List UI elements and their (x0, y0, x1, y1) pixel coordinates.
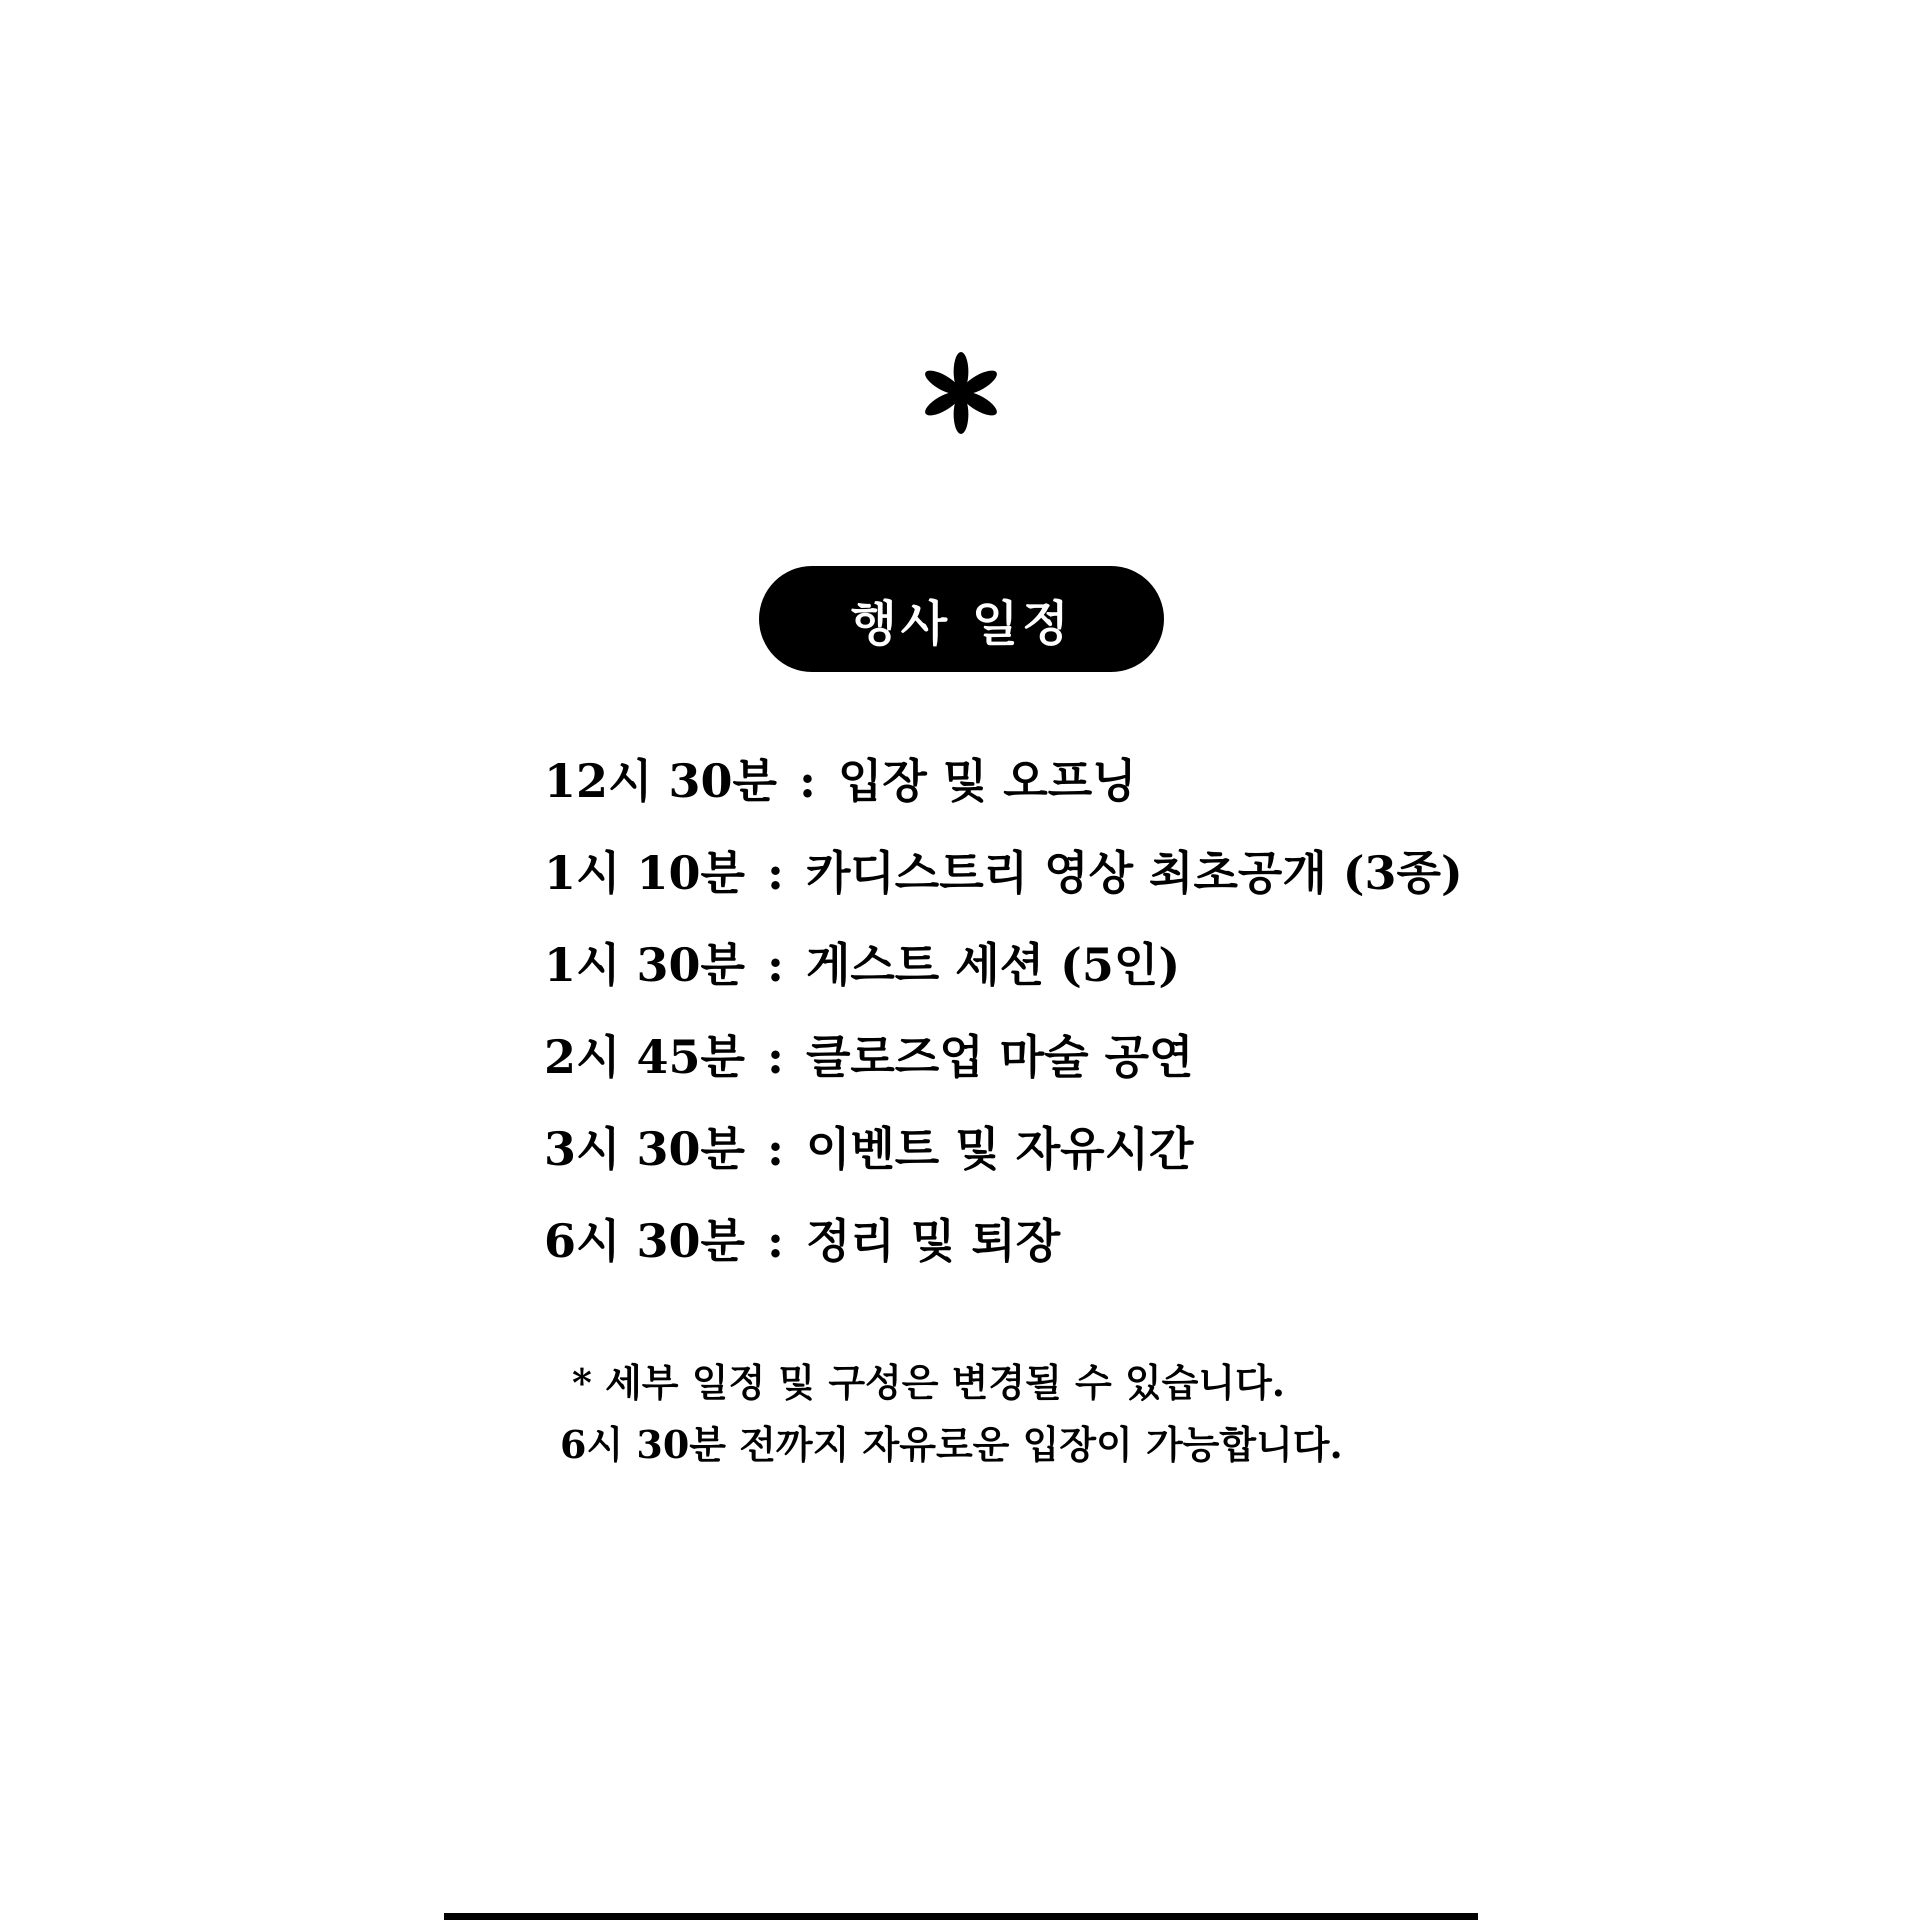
schedule-event: 카디스트리 영상 최초공개 (3종) (805, 846, 1463, 900)
schedule-item (544, 930, 1544, 1022)
schedule-separator: : (766, 1030, 784, 1084)
schedule-time: 3시 30분 (544, 1122, 745, 1176)
note-entry-notice: 6시 30분 전까지 자유로운 입장이 가능합니다. (560, 1422, 1343, 1467)
schedule-separator: : (766, 846, 784, 900)
schedule-badge (759, 566, 1164, 672)
schedule-event: 이벤트 및 자유시간 (805, 1122, 1194, 1176)
bottom-divider (444, 1913, 1478, 1920)
schedule-item (544, 746, 1544, 838)
schedule-item (544, 1022, 1544, 1114)
asterisk-icon (920, 352, 1002, 434)
schedule-list (544, 746, 1544, 1298)
schedule-time: 12시 30분 (544, 754, 777, 808)
schedule-time: 2시 45분 (544, 1030, 745, 1084)
schedule-separator: : (766, 938, 784, 992)
schedule-notes (544, 1352, 1444, 1476)
schedule-item (544, 1206, 1544, 1298)
schedule-separator: : (798, 754, 816, 808)
note-change-notice: * 세부 일정 및 구성은 변경될 수 있습니다. (572, 1360, 1286, 1405)
schedule-time: 6시 30분 (544, 1214, 745, 1268)
schedule-separator: : (766, 1122, 784, 1176)
schedule-event: 정리 및 퇴장 (805, 1214, 1061, 1268)
schedule-event: 클로즈업 마술 공연 (805, 1030, 1194, 1084)
schedule-time: 1시 10분 (544, 846, 745, 900)
schedule-badge-label: 행사 일정 (850, 595, 1073, 652)
schedule-item (544, 1114, 1544, 1206)
schedule-time: 1시 30분 (544, 938, 745, 992)
schedule-event: 게스트 세션 (5인) (805, 938, 1181, 992)
schedule-separator: : (766, 1214, 784, 1268)
schedule-event: 입장 및 오프닝 (837, 754, 1137, 808)
schedule-item (544, 838, 1544, 930)
